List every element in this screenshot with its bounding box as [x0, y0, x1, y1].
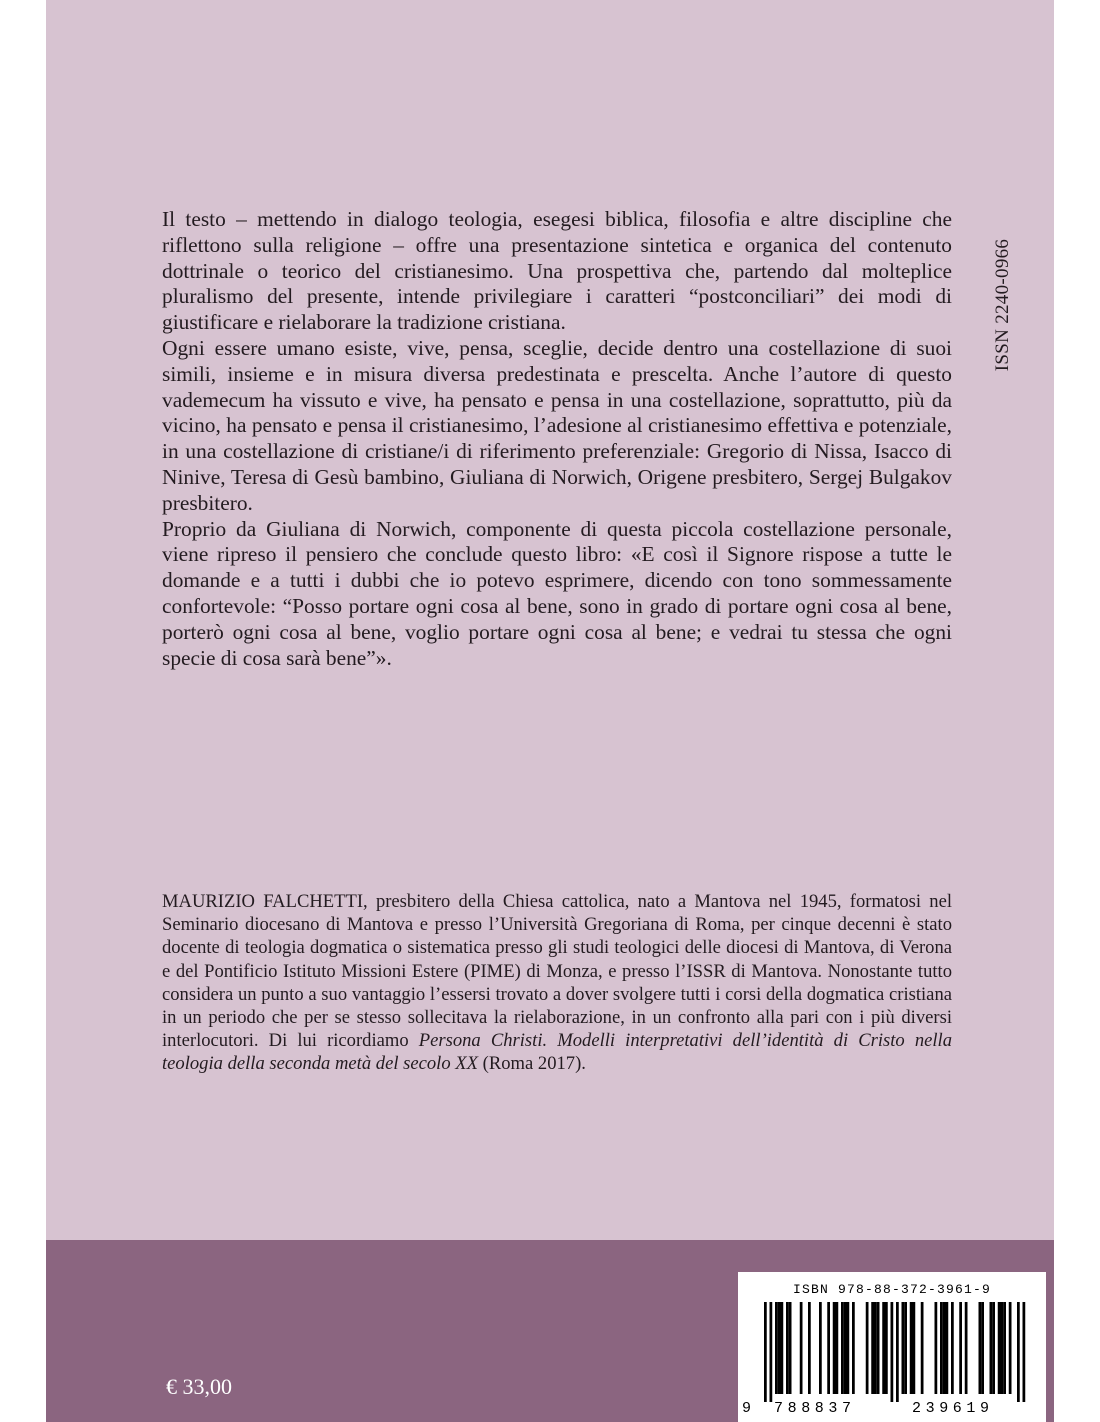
barcode-bar [808, 1302, 811, 1394]
barcode-bar [998, 1302, 1001, 1394]
barcode-guard-bar [764, 1302, 767, 1402]
barcode-guard-bar [1023, 1302, 1026, 1402]
barcode-bar [844, 1302, 847, 1394]
barcode-bar [778, 1302, 781, 1394]
barcode-bar [866, 1302, 869, 1394]
barcode-bar [910, 1302, 913, 1394]
barcode-bar [992, 1302, 995, 1394]
author-bio-text: MAURIZIO FALCHETTI, presbitero della Chiesa cattolica, nato a Mantova nel 1945, formatosi nel Seminario diocesano di Mantova e presso l’Università Gregoriana di Roma, per cinque decenni è stato docente di teologia dogmatica o sistematica presso gli studi teologici delle diocesi di Mantova, di Verona e del Pontificio Istituto Missioni Estere (PIME) di Monza, e presso l’ISSR di Mantova. Nonostante tutto considera un punto a suo vantaggio l’essersi trovato a dover svolgere tutti i corsi della dogmatica cristiana in un periodo che per se stesso sollecitava la rielaborazione, in un confronto alla pari con i più diversi interlocutori. Di lui ricordiamo [162, 891, 952, 1052]
barcode-bar [1009, 1302, 1012, 1394]
barcode-bar [1001, 1302, 1004, 1394]
barcode-bar [877, 1302, 880, 1394]
barcode-bar [979, 1302, 982, 1394]
author-bio [162, 890, 952, 1076]
barcode-bar [800, 1302, 803, 1394]
author-bio-text-end: (Roma 2017). [478, 1053, 586, 1075]
barcode-bar [833, 1302, 836, 1394]
book-back-cover [46, 0, 1054, 1422]
barcode-guard-bar [896, 1302, 899, 1402]
barcode-bar [913, 1302, 916, 1394]
barcode-bar [781, 1302, 784, 1394]
barcode-bar [990, 1302, 993, 1394]
blurb-paragraph: Ogni essere umano esiste, vive, pensa, sceglie, decide dentro una costellazione di suoi simili, insieme e in misura diversa predestinata e prescelta. Anche l’autore di questo vademecum ha vissuto e vive, ha pensato e pensa in una costellazione, soprattutto, più da vicino, ha pensato e pensa il cristianesimo, l’adesione al cristianesimo effettiva e potenziale, in una costellazione di cristiane/i di riferimento preferenziale: Gregorio di Nissa, Isacco di Ninive, Teresa di Gesù bambino, Giuliana di Norwich, Origene presbitero, Sergej Bulgakov presbitero. [162, 335, 952, 515]
ean-first-digit: 9 [742, 1400, 752, 1417]
barcode-bar [902, 1302, 905, 1394]
barcode-bar [819, 1302, 822, 1394]
barcode-bar [871, 1302, 874, 1394]
barcode-bar [904, 1302, 907, 1394]
barcode-bar [874, 1302, 877, 1394]
barcode-bar [882, 1302, 885, 1394]
barcode-bar [921, 1302, 924, 1394]
barcode-bar [827, 1302, 830, 1394]
barcode-bar [940, 1302, 943, 1394]
blurb-paragraph: Il testo – mettendo in dialogo teologia, esegesi biblica, filosofia e altre discipline che riflettono sulla religione – offre una presentazione sintetica e organica del contenuto dottrinale o teorico del cristianesimo. Una prospettiva che, partendo dal molteplice pluralismo del presente, intende privilegiare i caratteri “postconciliari” dei modi di giustificare e rielaborare la tradizione cristiana. [162, 207, 952, 335]
ean-right-group: 239619 [912, 1400, 994, 1417]
ean-left-group: 788837 [774, 1400, 856, 1417]
barcode-bar [847, 1302, 850, 1394]
book-title: Persona Christi. Modelli interpretativi dell’identità di Cristo nella teologia della seconda metà del secolo XX [162, 1030, 952, 1075]
barcode-bar [852, 1302, 855, 1394]
barcode-guard-bar [770, 1302, 773, 1402]
barcode-box [738, 1272, 1046, 1422]
price-label: € 33,00 [166, 1374, 232, 1399]
barcode-bar [943, 1302, 946, 1394]
barcode-bar [935, 1302, 938, 1394]
barcode-bar [959, 1302, 962, 1394]
isbn-label: ISBN 978-88-372-3961-9 [792, 1282, 992, 1297]
barcode-guard-bar [891, 1302, 894, 1402]
barcode-bar [981, 1302, 984, 1394]
blurb-text [162, 207, 952, 671]
barcode-image [754, 1302, 1034, 1402]
barcode-bar [775, 1302, 778, 1394]
barcode-bar [836, 1302, 839, 1394]
barcode-guard-bar [1017, 1302, 1020, 1402]
blurb-paragraph: Proprio da Giuliana di Norwich, componente di questa piccola costellazione personale, viene ripreso il pensiero che conclude questo libro: «E così il Signore rispose a tutte le domande e a tutti i dubbi che io potevo esprimere, dicendo con tono sommessamente confortevole: “Posso portare ogni cosa al bene, sono in grado di portare ogni cosa al bene, porterò ogni cosa al bene, voglio portare ogni cosa al bene; e vedrai tu stessa che ogni specie di cosa sarà bene”». [162, 516, 952, 670]
author-bio-paragraph [162, 890, 952, 1076]
issn-label: ISSN 2240-0966 [992, 238, 1013, 372]
barcode-bar [965, 1302, 968, 1394]
barcode-bar [789, 1302, 792, 1394]
barcode-bar [786, 1302, 789, 1394]
barcode-bar [946, 1302, 949, 1394]
barcode-bar [951, 1302, 954, 1394]
barcode-bar [1003, 1302, 1006, 1394]
barcode-bar [885, 1302, 888, 1394]
barcode-bar [841, 1302, 844, 1394]
